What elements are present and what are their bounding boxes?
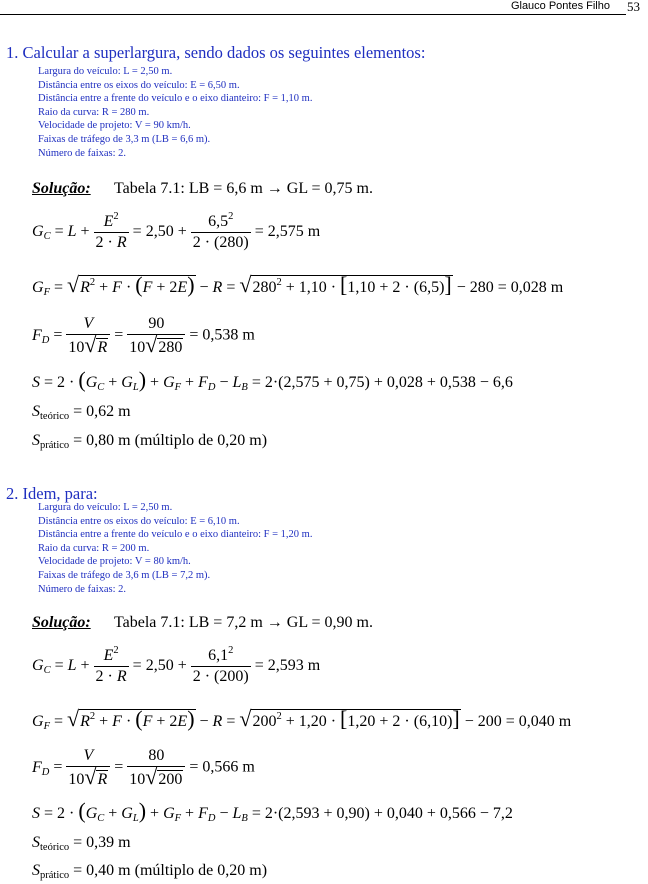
q2-gc-result: 2,593 m	[267, 657, 321, 675]
q2-given-list	[38, 501, 312, 596]
q2-given-item: Largura do veículo: L = 2,50 m.	[38, 502, 173, 513]
q2-gf-result: 0,040 m	[518, 713, 572, 730]
q2-s-teorico: $S_{teórico} = 0,39$ m	[32, 834, 131, 853]
q2-solution-label: Solução:	[32, 614, 91, 631]
q1-given-item: Velocidade de projeto: V = 90 km/h.	[38, 120, 191, 132]
page-number: 53	[627, 0, 640, 14]
header-rule	[0, 14, 626, 15]
q2-fd-result: 0,566 m	[202, 758, 255, 776]
q2-tabela: Tabela 7.1: LB = 7,2 m → GL = 0,90 m.	[114, 614, 373, 631]
q2-s-equation: $S = 2 \cdot (G_C + G_L) + G_F + F_D - L_B = 2\cdot(2,593 + 0,90) + 0,040 + 0,566 - 7,2$	[32, 798, 513, 824]
q2-given-item: Raio da curva: R = 200 m.	[38, 542, 150, 554]
q1-s-values: 2·(2,575 + 0,75) + 0,028 + 0,538 − 6,6	[264, 374, 513, 391]
q1-gf-result: 0,028 m	[510, 279, 564, 296]
q2-fd-equation: $F_D$ = $\frac{V}{10√R}$ = $\frac{80}{10√200}$ = 0,566 m	[32, 747, 255, 789]
q2-given-item: Distância entre a frente do veículo e o eixo dianteiro: F = 1,20 m.	[38, 529, 313, 541]
q1-solution-label: Solução:	[32, 180, 91, 197]
q1-given-item: Distância entre os eixos do veículo: E = 6,50 m.	[38, 79, 240, 91]
q2-gf-equation: $G_F = √R^2 + F \cdot (F + 2E) - R = √200^2 + 1,20 \cdot [1,20 + 2 \cdot (6,10)] - 200 = 0,040$ m	[32, 706, 572, 732]
author-name: Glauco Pontes Filho	[510, 0, 610, 12]
q1-title: 1. Calcular a superlargura, sendo dados os seguintes elementos:	[6, 43, 426, 62]
q1-tabela: Tabela 7.1: LB = 6,6 m → GL = 0,75 m.	[114, 180, 373, 197]
q1-gc-result: 2,575 m	[267, 223, 321, 241]
q1-fd-equation: $F_D$ = $\frac{V}{10√R}$ = $\frac{90}{10√280}$ = 0,538 m	[32, 315, 255, 357]
q1-s-pratico: $S_{prático} = 0,80$ m (múltiplo de 0,20 m)	[32, 432, 268, 451]
q2-s-values: 2·(2,593 + 0,90) + 0,040 + 0,566 − 7,2	[264, 805, 513, 822]
q1-given-item: Raio da curva: R = 280 m.	[38, 106, 150, 118]
q1-given-item: Distância entre a frente do veículo e o eixo dianteiro: F = 1,10 m.	[38, 93, 313, 105]
q1-given-list	[38, 65, 312, 160]
q1-gf-equation: $G_F = √R^2 + F \cdot (F + 2E) - R = √280^2 + 1,10 \cdot [1,10 + 2 \cdot (6,5)] - 280 = 0,028$ m	[32, 272, 564, 298]
q1-given-item: Número de faixas: 2.	[38, 147, 127, 159]
q2-given-item: Número de faixas: 2.	[38, 583, 127, 595]
q2-title: 2. Idem, para:	[6, 484, 98, 503]
q1-given-item: Faixas de tráfego de 3,3 m (LB = 6,6 m).	[38, 133, 211, 145]
q2-given-item: Velocidade de projeto: V = 80 km/h.	[38, 556, 191, 568]
q2-s-pratico: $S_{prático} = 0,40$ m (múltiplo de 0,20 m)	[32, 862, 268, 881]
q1-fd-result: 0,538 m	[202, 326, 255, 344]
q2-given-item: Distância entre os eixos do veículo: E = 6,10 m.	[38, 515, 240, 527]
q1-gc-equation: $G_C = L$ + $\frac{E^2}{2 \cdot R}$ = 2,50 + $\frac{6,5^2}{2 \cdot (280)}$ = 2,575 m	[32, 211, 321, 251]
q2-given-item: Faixas de tráfego de 3,6 m (LB = 7,2 m).	[38, 569, 211, 581]
q1-s-teorico: $S_{teórico} = 0,62$ m	[32, 403, 131, 422]
q1-given-item: Largura do veículo: L = 2,50 m.	[38, 66, 173, 77]
q2-gc-equation: $G_C = L$ + $\frac{E^2}{2 \cdot R}$ = 2,50 + $\frac{6,1^2}{2 \cdot (200)}$ = 2,593 m	[32, 645, 321, 685]
q1-s-equation: $S = 2 \cdot (G_C + G_L) + G_F + F_D - L_B = 2\cdot(2,575 + 0,75) + 0,028 + 0,538 - 6,6$	[32, 367, 513, 393]
